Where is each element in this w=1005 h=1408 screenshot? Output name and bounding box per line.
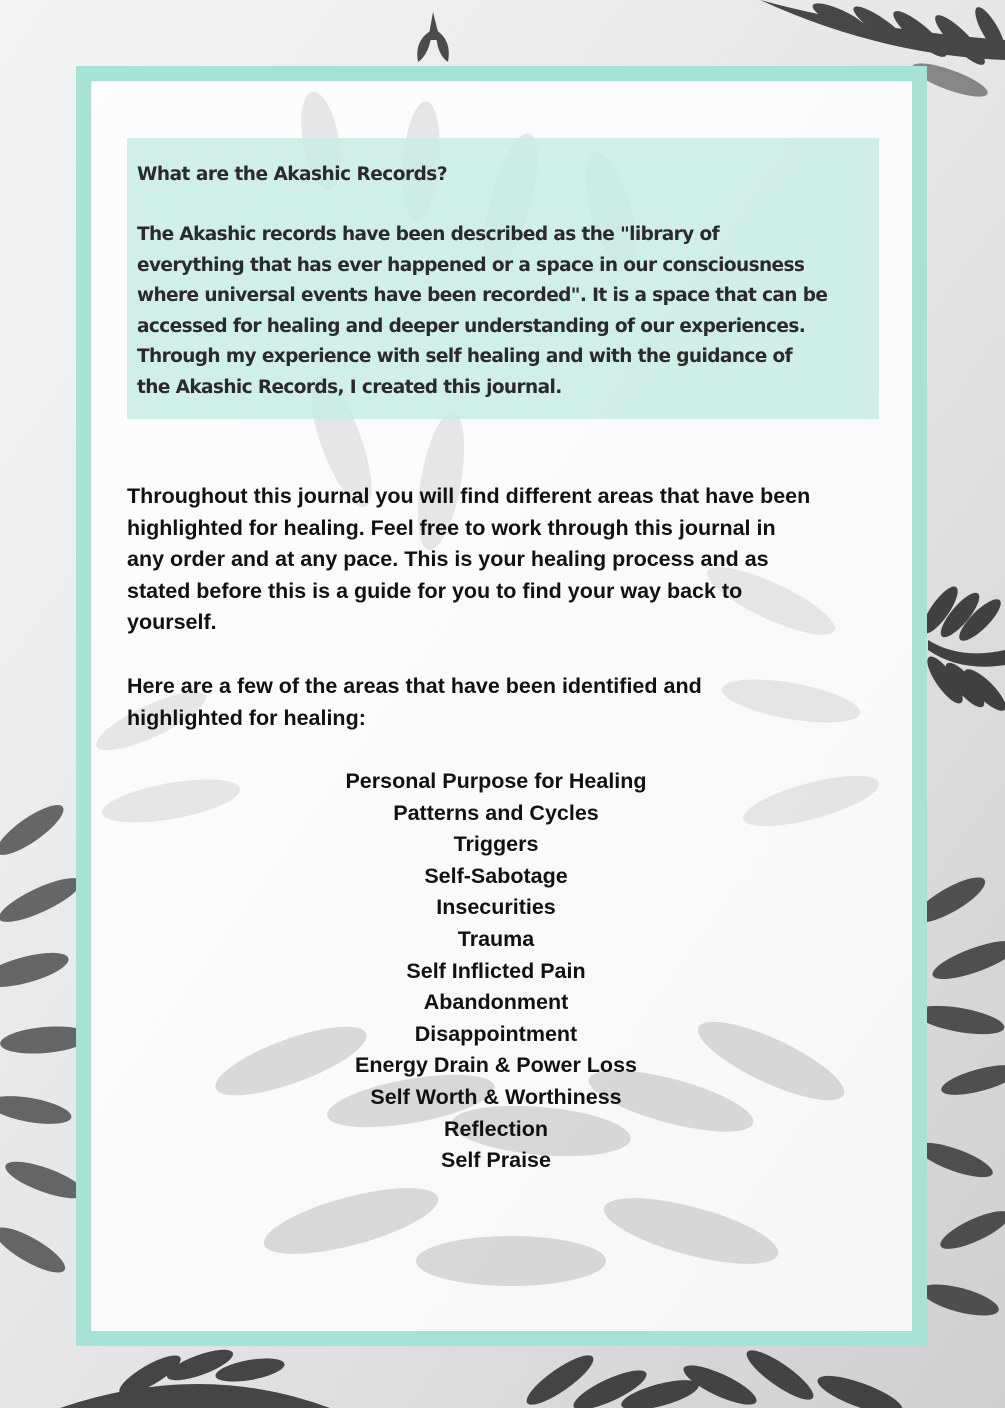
healing-area-item: Self Inflicted Pain — [406, 958, 586, 983]
page-frame — [76, 66, 927, 1346]
healing-area-item: Personal Purpose for Healing — [345, 769, 647, 793]
healing-area-item: Self Worth & Worthiness — [370, 1084, 622, 1109]
info-box-title: What are the Akashic Records? — [137, 164, 448, 185]
healing-area-item: Energy Drain & Power Loss — [355, 1053, 637, 1078]
healing-area-item: Self Praise — [441, 1148, 551, 1173]
areas-lead-paragraph: Here are a few of the areas that have been identified and highlighted for healing: — [127, 674, 702, 730]
healing-area-item: Disappointment — [414, 1021, 578, 1046]
healing-area-item: Trauma — [457, 926, 535, 951]
healing-area-item: Triggers — [453, 832, 539, 857]
healing-area-item: Reflection — [444, 1116, 548, 1141]
healing-area-item: Abandonment — [423, 990, 569, 1015]
page-content — [91, 81, 912, 1331]
info-box-body: The Akashic records have been described as the "library of everything that has ever happened or a space in our consciousness where universal events have been recorded". It is a space that can be accessed for healing and deeper understanding of our experiences. Through my experience with self healing and with the guidance of the Akashic Records, I created this journal. — [137, 224, 828, 398]
healing-area-item: Patterns and Cycles — [393, 800, 599, 825]
healing-area-item: Insecurities — [436, 895, 556, 920]
healing-areas-list — [91, 766, 901, 1177]
akashic-info-box — [127, 138, 879, 419]
intro-paragraph: Throughout this journal you will find different areas that have been highlighted for healing. Feel free to work through this journal in any order and at any pace. This is your healing process and as stated before this is a guide for you to find your way back to yourself. — [127, 484, 811, 635]
healing-area-item: Self-Sabotage — [424, 863, 568, 888]
